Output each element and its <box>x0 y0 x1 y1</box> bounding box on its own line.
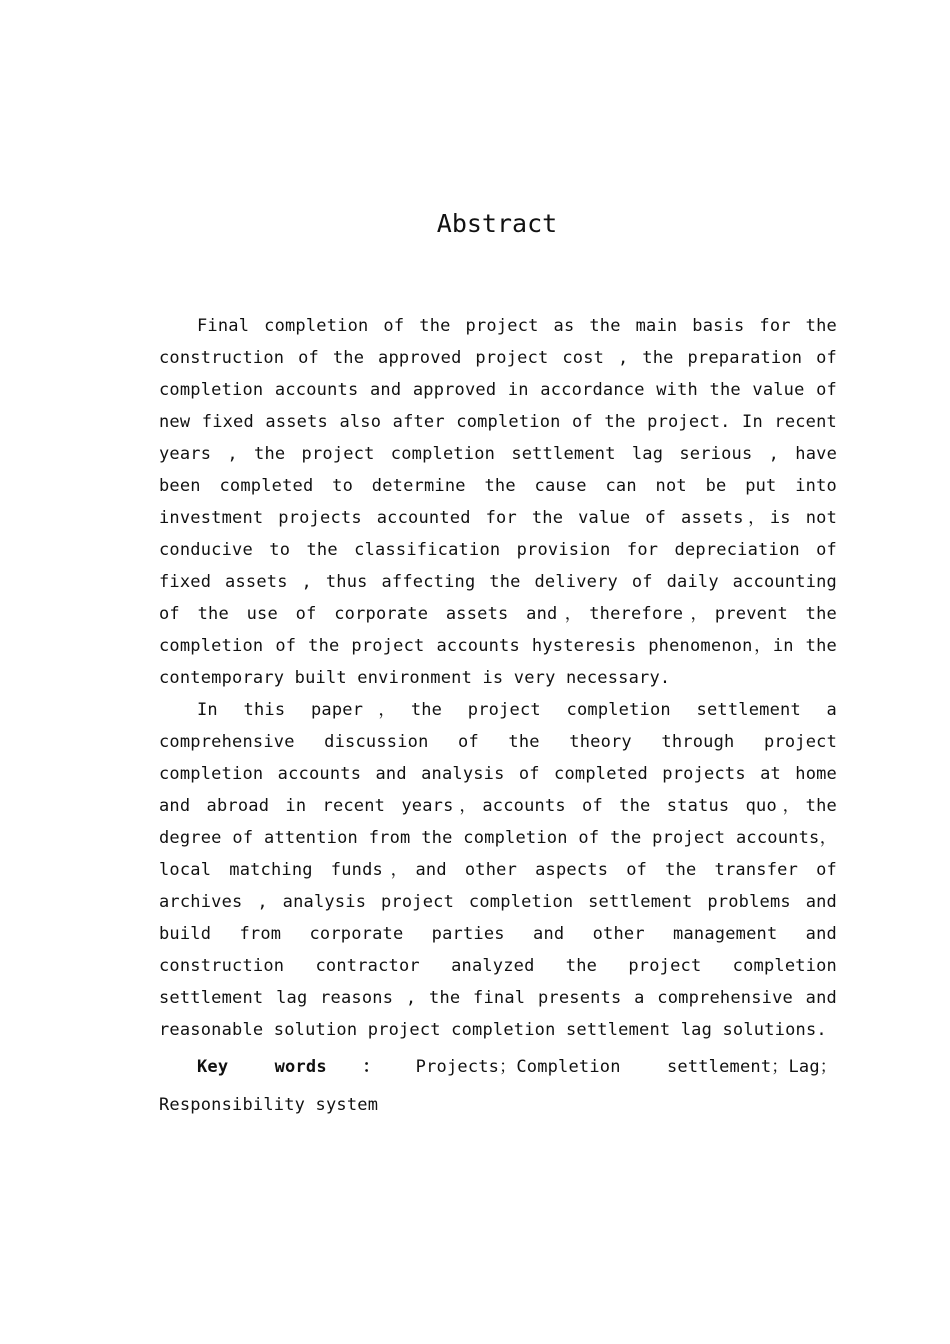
keywords-label: Key words： <box>197 1057 416 1077</box>
keywords-line <box>159 1048 837 1124</box>
abstract-title: Abstract <box>436 209 558 238</box>
abstract-paragraph-1: Final completion of the project as the main basis for the construction of the approved project cost , the preparation of completion accounts and approved in accordance with the value of new fixed assets also after completion of the project. In recent years , the project completion settlement lag serious , have been completed to determine the cause can not be put into investment projects accounted for the value of assets，is not conducive to the classification provision for depreciation of fixed assets , thus affecting the delivery of daily accounting of the use of corporate assets and，therefore，prevent the completion of the project accounts hysteresis phenomenon，in the contemporary built environment is very necessary. <box>159 316 837 688</box>
keywords-list: Projects；Completion settlement；Lag；Responsibility system <box>159 1057 837 1115</box>
abstract-body <box>159 310 837 1046</box>
abstract-paragraph-2: In this paper，the project completion settlement a comprehensive discussion of the theory through project completion accounts and analysis of completed projects at home and abroad in recent years，accounts of the status quo，the degree of attention from the completion of the project accounts，local matching funds，and other aspects of the transfer of archives , analysis project completion settlement problems and build from corporate parties and other management and construction contractor analyzed the project completion settlement lag reasons , the final presents a comprehensive and reasonable solution project completion settlement lag solutions. <box>159 700 837 1040</box>
